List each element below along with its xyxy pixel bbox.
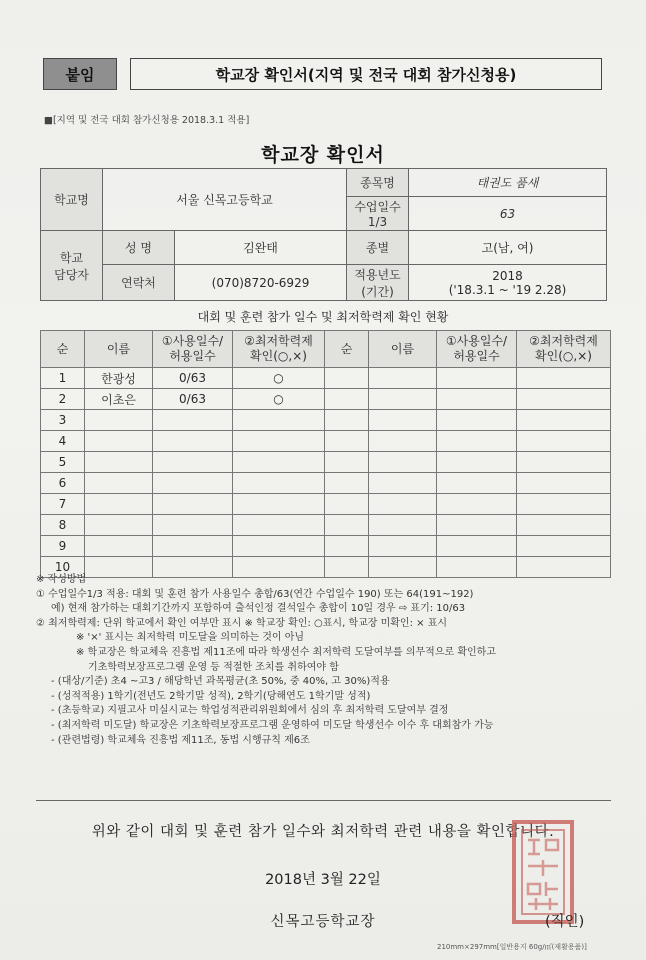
empty-cell — [325, 431, 369, 452]
row-number: 1 — [41, 368, 85, 389]
table-row — [41, 536, 611, 557]
row-number: 9 — [41, 536, 85, 557]
table-row — [41, 452, 611, 473]
empty-cell — [517, 431, 611, 452]
min-achievement-check — [233, 452, 325, 473]
header-title: 학교장 확인서(지역 및 전국 대회 참가신청용) — [130, 58, 602, 90]
empty-cell — [437, 389, 517, 410]
empty-cell — [369, 368, 437, 389]
contact-label: 연락처 — [103, 265, 175, 301]
table-row — [41, 494, 611, 515]
student-name — [85, 473, 153, 494]
empty-cell — [517, 494, 611, 515]
empty-cell — [325, 536, 369, 557]
col-check-header-line1: ②최저학력제 — [244, 334, 313, 348]
section-title: 대회 및 훈련 참가 일수 및 최저학력제 확인 현황 — [197, 310, 449, 324]
staff-label-line2: 담당자 — [54, 267, 89, 282]
used-days — [153, 515, 233, 536]
note-7: - (초등학교) 지필고사 미실시교는 학업성적관리위원회에서 심의 후 최저학력 도달여부 결정 — [51, 705, 449, 717]
row-number: 10 — [41, 557, 85, 578]
empty-cell — [325, 368, 369, 389]
empty-cell — [369, 410, 437, 431]
col-days-header-line1: ①사용일수/ — [161, 334, 224, 348]
used-days — [153, 410, 233, 431]
empty-cell — [325, 389, 369, 410]
col-days-header — [153, 331, 233, 368]
year-label-line2: (기간) — [361, 284, 394, 299]
empty-cell — [325, 410, 369, 431]
school-days-value: 63 — [409, 197, 607, 231]
school-label: 학교명 — [41, 169, 103, 231]
student-name: 이초은 — [85, 389, 153, 410]
document-title: 학교장 확인서 — [261, 144, 385, 166]
used-days: 0/63 — [153, 389, 233, 410]
school-days-label — [347, 197, 409, 231]
col-days-header-right — [437, 331, 517, 368]
signer-name: 신목고등학교장 — [270, 914, 376, 930]
row-number: 4 — [41, 431, 85, 452]
used-days — [153, 536, 233, 557]
min-achievement-check — [233, 431, 325, 452]
gender-label: 종별 — [347, 231, 409, 265]
empty-cell — [437, 515, 517, 536]
gender-value: 고(남, 여) — [409, 231, 607, 265]
empty-cell — [437, 368, 517, 389]
col-check-header-right-line1: ②최저학력제 — [529, 334, 598, 348]
empty-cell — [517, 515, 611, 536]
empty-cell — [369, 431, 437, 452]
col-check-header-line2: 확인(○,×) — [250, 349, 307, 363]
note-5: - (대상/기준) 초4 ~고3 / 해당학년 과목평균(초 50%, 중 40%, 고 30%)적용 — [51, 676, 390, 688]
min-achievement-check — [233, 410, 325, 431]
year-label — [347, 265, 409, 301]
staff-label — [41, 231, 103, 301]
year-value-line2: ('18.3.1 ~ '19 2.28) — [448, 282, 567, 297]
empty-cell — [325, 452, 369, 473]
row-number: 6 — [41, 473, 85, 494]
note-2: ② 최저학력제: 단위 학교에서 확인 여부만 표시 ※ 학교장 확인: ○표시, 학교장 미확인: × 표시 — [36, 617, 448, 629]
school-days-label-line1: 수업일수 — [354, 200, 401, 214]
note-8: - (최저학력 미도달) 학교장은 기초학력보장프로그램 운영하여 미도달 학생선수 이수 후 대회참가 가능 — [51, 719, 494, 731]
min-achievement-check — [233, 515, 325, 536]
staff-name-label: 성 명 — [103, 231, 175, 265]
student-name: 한광성 — [85, 368, 153, 389]
row-number: 7 — [41, 494, 85, 515]
used-days — [153, 473, 233, 494]
row-number: 5 — [41, 452, 85, 473]
empty-cell — [369, 494, 437, 515]
contact-value: (070)8720-6929 — [175, 265, 347, 301]
event-value: 태권도 품새 — [409, 169, 607, 197]
paper-spec: 210mm×297mm[일반용지 60g/㎡(재활용품)] — [437, 943, 587, 951]
col-check-header — [233, 331, 325, 368]
note-1a: ① 수업일수1/3 적용: 대회 및 훈련 참가 사용일수 총합/63(연간 수업일수 190) 또는 64(191~192) — [36, 588, 474, 600]
col-name-header: 이름 — [85, 331, 153, 368]
participation-table — [40, 330, 611, 578]
row-number: 2 — [41, 389, 85, 410]
col-check-header-right-line2: 확인(○,×) — [535, 349, 592, 363]
row-number: 8 — [41, 515, 85, 536]
note-4b: 기초학력보장프로그램 운영 등 적절한 조치를 취하여야 함 — [88, 661, 339, 673]
student-name — [85, 515, 153, 536]
used-days — [153, 431, 233, 452]
empty-cell — [517, 452, 611, 473]
empty-cell — [517, 410, 611, 431]
note-6: - (성적적용) 1학기(전년도 2학기말 성적), 2학기(당해연도 1학기말 성적) — [51, 690, 371, 702]
col-days-header-line2: 허용일수 — [169, 349, 216, 363]
col-no-header: 순 — [41, 331, 85, 368]
table-row — [41, 410, 611, 431]
table-row — [41, 368, 611, 389]
attachment-tag: 붙임 — [43, 58, 117, 90]
used-days: 0/63 — [153, 368, 233, 389]
min-achievement-check: ○ — [233, 389, 325, 410]
year-label-line1: 적용년도 — [354, 267, 401, 282]
table-row — [41, 389, 611, 410]
student-name — [85, 452, 153, 473]
confirmation-text: 위와 같이 대회 및 훈련 참가 일수와 최저학력 관련 내용을 확인합니다. — [91, 824, 555, 840]
note-4a: ※ 학교장은 학교체육 진흥법 제11조에 따라 학생선수 최저학력 도달여부를 의무적으로 확인하고 — [76, 646, 496, 658]
note-9: - (관련법령) 학교체육 진흥법 제11조, 동법 시행규칙 제6조 — [51, 734, 310, 746]
table-row — [41, 515, 611, 536]
empty-cell — [517, 389, 611, 410]
instructions-heading: ※ 작성방법 — [36, 574, 87, 585]
student-name — [85, 431, 153, 452]
note-3: ※ '×' 표시는 최저학력 미도달을 의미하는 것이 아님 — [76, 632, 305, 644]
note-1b: 예) 현재 참가하는 대회기간까지 포함하여 출석인정 결석일수 총합이 10일 경우 ⇨ 표기: 10/63 — [51, 603, 466, 615]
min-achievement-check — [233, 536, 325, 557]
table-row — [41, 431, 611, 452]
min-achievement-check: ○ — [233, 368, 325, 389]
staff-label-line1: 학교 — [59, 250, 84, 265]
empty-cell — [369, 536, 437, 557]
instructions — [36, 573, 621, 748]
empty-cell — [437, 536, 517, 557]
table-row — [41, 473, 611, 494]
empty-cell — [369, 515, 437, 536]
school-name: 서울 신목고등학교 — [103, 169, 347, 231]
issue-date: 2018년 3월 22일 — [265, 872, 381, 888]
col-days-header-right-line1: ①사용일수/ — [445, 334, 508, 348]
event-label: 종목명 — [347, 169, 409, 197]
min-achievement-check — [233, 473, 325, 494]
empty-cell — [369, 389, 437, 410]
empty-cell — [517, 536, 611, 557]
col-no-header-right: 순 — [325, 331, 369, 368]
empty-cell — [437, 494, 517, 515]
min-achievement-check — [233, 494, 325, 515]
col-name-header-right: 이름 — [369, 331, 437, 368]
student-name — [85, 494, 153, 515]
empty-cell — [517, 473, 611, 494]
student-name — [85, 410, 153, 431]
empty-cell — [325, 494, 369, 515]
empty-cell — [325, 473, 369, 494]
student-name — [85, 536, 153, 557]
col-days-header-right-line2: 허용일수 — [453, 349, 500, 363]
row-number: 3 — [41, 410, 85, 431]
empty-cell — [437, 410, 517, 431]
empty-cell — [325, 515, 369, 536]
application-note: ■[지역 및 전국 대회 참가신청용 2018.3.1 적용] — [44, 115, 250, 126]
used-days — [153, 452, 233, 473]
empty-cell — [437, 473, 517, 494]
seal-label: (직인) — [545, 914, 585, 930]
year-value-line1: 2018 — [492, 268, 523, 283]
empty-cell — [517, 368, 611, 389]
col-check-header-right — [517, 331, 611, 368]
year-value — [409, 265, 607, 301]
empty-cell — [369, 452, 437, 473]
empty-cell — [437, 431, 517, 452]
used-days — [153, 494, 233, 515]
table-header-row — [41, 331, 611, 368]
school-info-table — [40, 168, 607, 301]
empty-cell — [437, 452, 517, 473]
empty-cell — [369, 473, 437, 494]
staff-name: 김완태 — [175, 231, 347, 265]
school-days-label-line2: 1/3 — [367, 215, 388, 229]
divider — [36, 800, 611, 801]
